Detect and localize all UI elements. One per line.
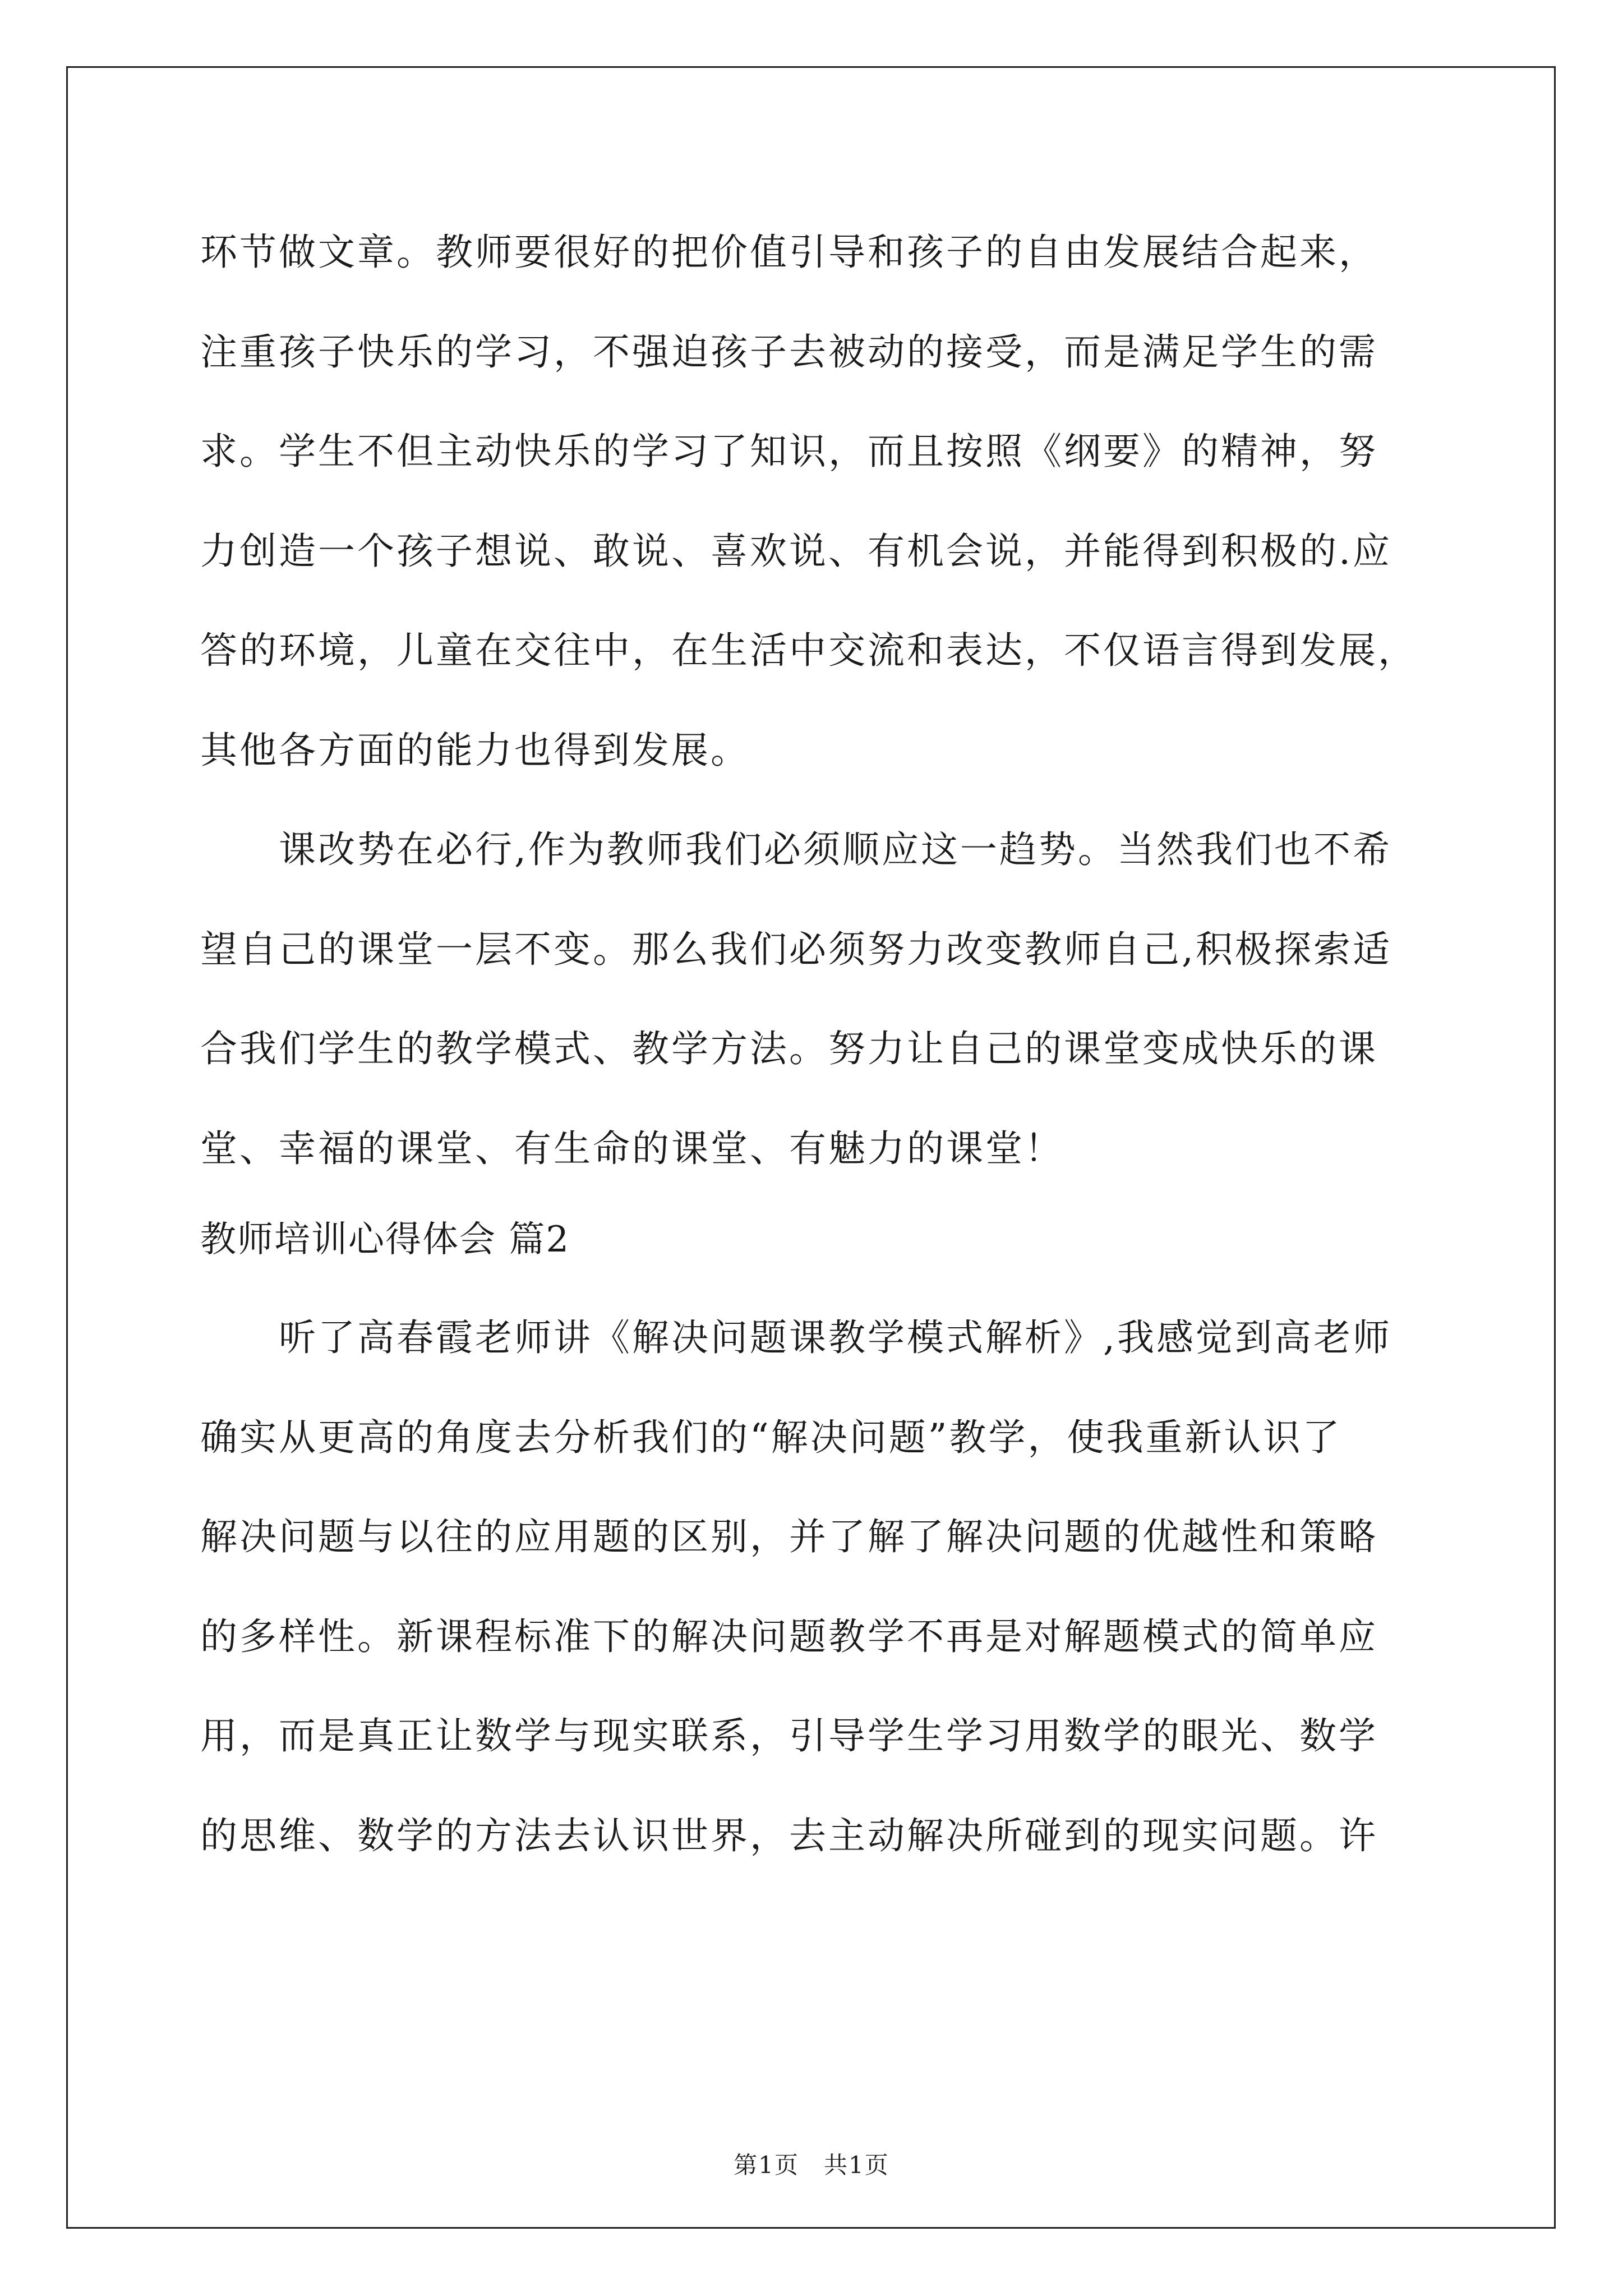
- page-footer: 第1页 共1页: [734, 2151, 889, 2179]
- body-line-6: 其他各方面的能力也得到发展。: [200, 729, 750, 772]
- body-line-13: 解决问题与以往的应用题的区别，并了解了解决问题的优越性和策略: [200, 1515, 1378, 1558]
- body-line-9: 合我们学生的教学模式、教学方法。努力让自己的课堂变成快乐的课: [200, 1027, 1378, 1070]
- body-line-11: 听了高春霞老师讲《解决问题课教学模式解析》,我感觉到高老师: [200, 1316, 1392, 1359]
- body-line-15: 用，而是真正让数学与现实联系，引导学生学习用数学的眼光、数学: [200, 1714, 1378, 1757]
- body-line-4: 力创造一个孩子想说、敢说、喜欢说、有机会说，并能得到积极的.应: [200, 530, 1392, 573]
- body-line-3: 求。学生不但主动快乐的学习了知识，而且按照《纲要》的精神，努: [200, 430, 1378, 473]
- body-line-10: 堂、幸福的课堂、有生命的课堂、有魅力的课堂！: [200, 1127, 1064, 1170]
- section-heading: 教师培训心得体会 篇2: [200, 1219, 570, 1260]
- body-line-1: 环节做文章。教师要很好的把价值引导和孩子的自由发展结合起来，: [200, 231, 1378, 274]
- body-line-12: 确实从更高的角度去分析我们的“解决问题”教学，使我重新认识了: [200, 1416, 1342, 1459]
- body-line-14: 的多样性。新课程标准下的解决问题教学不再是对解题模式的简单应: [200, 1615, 1378, 1658]
- body-line-5: 答的环境，儿童在交往中，在生活中交流和表达，不仅语言得到发展，: [200, 629, 1417, 672]
- body-line-7: 课改势在必行,作为教师我们必须顺应这一趋势。当然我们也不希: [200, 828, 1392, 871]
- body-line-16: 的思维、数学的方法去认识世界，去主动解决所碰到的现实问题。许: [200, 1814, 1378, 1857]
- body-line-2: 注重孩子快乐的学习，不强迫孩子去被动的接受，而是满足学生的需: [200, 330, 1378, 374]
- body-line-8: 望自己的课堂一层不变。那么我们必须努力改变教师自己,积极探索适: [200, 928, 1392, 971]
